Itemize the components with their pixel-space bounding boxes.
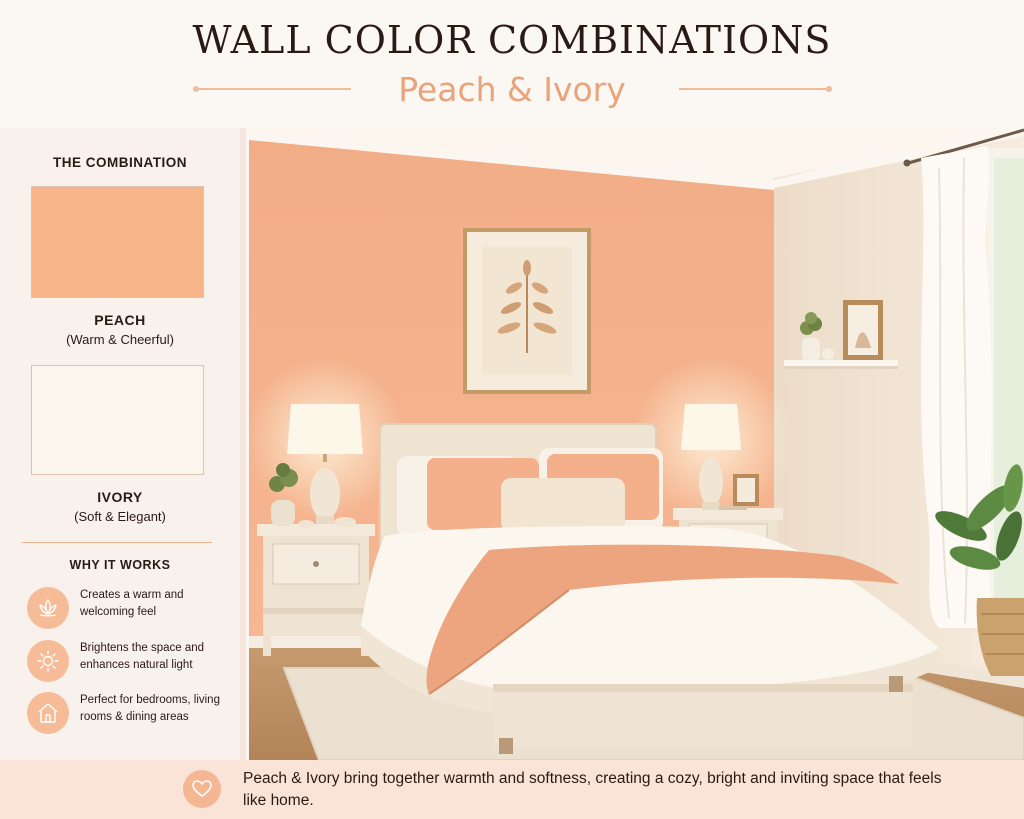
heart-icon — [183, 770, 221, 808]
page-title: WALL COLOR COMBINATIONS — [192, 18, 832, 62]
peach-swatch-name: PEACH — [94, 312, 146, 328]
footer-text: Peach & Ivory bring together warmth and softness, creating a cozy, bright and inviting space that feels like home. — [243, 770, 942, 809]
sun-icon — [27, 640, 69, 682]
reason-item — [27, 690, 237, 738]
header — [0, 0, 1024, 128]
bedroom-illustration — [249, 128, 1024, 760]
peach-swatch — [31, 186, 204, 298]
sidebar-divider — [22, 542, 212, 543]
peach-swatch-note: (Warm & Cheerful) — [66, 332, 174, 347]
footer-banner — [0, 760, 1024, 819]
reason-text: Brightens the space and enhances natural light — [80, 642, 205, 671]
combination-heading: THE COMBINATION — [53, 155, 187, 170]
reason-text: Creates a warm and welcoming feel — [80, 589, 184, 618]
lotus-icon — [27, 587, 69, 629]
house-icon — [27, 692, 69, 734]
page-subtitle: Peach & Ivory — [398, 70, 626, 109]
ivory-swatch-name: IVORY — [97, 489, 143, 505]
bedroom-photo — [249, 128, 1024, 760]
ivory-swatch-note: (Soft & Elegant) — [74, 509, 166, 524]
reason-text: Perfect for bedrooms, living rooms & dining areas — [80, 694, 220, 723]
reason-item — [27, 638, 237, 686]
subtitle-row — [0, 70, 1024, 110]
sidebar — [0, 128, 246, 760]
reason-item — [27, 585, 237, 633]
why-heading: WHY IT WORKS — [69, 558, 171, 572]
ivory-swatch — [31, 365, 204, 475]
